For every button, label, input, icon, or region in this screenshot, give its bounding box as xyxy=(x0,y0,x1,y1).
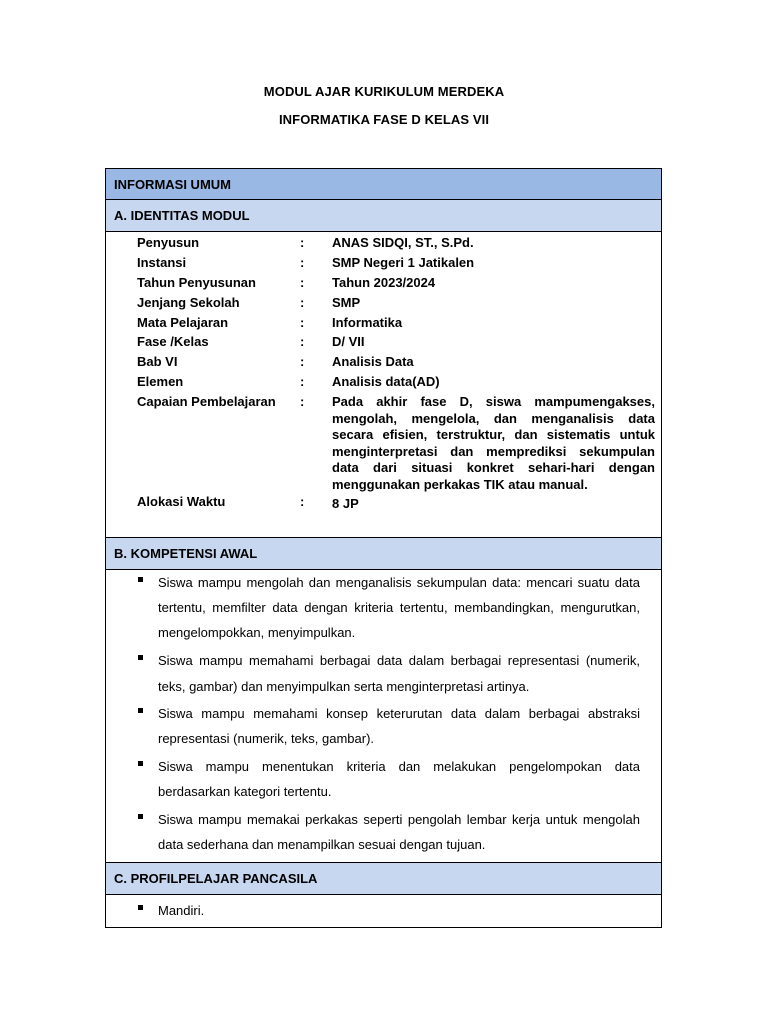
section-informasi-umum-label: INFORMASI UMUM xyxy=(114,176,231,192)
bullet-square-icon xyxy=(138,708,143,713)
identitas-label: Jenjang Sekolah xyxy=(137,295,240,310)
kompetensi-list xyxy=(106,570,661,863)
identitas-value: Tahun 2023/2024 xyxy=(332,275,436,290)
list-item xyxy=(158,754,640,804)
colon: : xyxy=(300,354,305,369)
bullet-square-icon xyxy=(138,905,143,910)
bullet-square-icon xyxy=(138,761,143,766)
section-identitas-modul-label: A. IDENTITAS MODUL xyxy=(114,208,250,223)
identitas-value: Informatika xyxy=(332,315,403,330)
document-subtitle: INFORMATIKA FASE D KELAS VII xyxy=(278,112,490,127)
colon: : xyxy=(300,494,305,509)
list-item-text: Siswa mampu memakai perkakas seperti pengolah lembar kerja untuk mengolah data sederhana dan menampilkan sesuai dengan tujuan. xyxy=(158,812,640,852)
identitas-value: Pada akhir fase D, siswa mampumengakses, mengolah, mengelola, dan menganalisis data secara efisien, terstruktur, dan sistematis untuk menginterpretasi dan memprediksi sekumpulan data dari situasi konkret sehari-hari dengan menggunakan perkakas TIK atau manual. xyxy=(332,394,655,492)
colon: : xyxy=(300,275,305,290)
colon: : xyxy=(300,394,305,409)
identitas-block xyxy=(106,232,661,538)
document-title: MODUL AJAR KURIKULUM MERDEKA xyxy=(263,84,505,99)
identitas-value: SMP xyxy=(332,295,361,310)
identitas-value: Analisis Data xyxy=(332,354,414,369)
identitas-label: Capaian Pembelajaran xyxy=(137,394,276,409)
list-item xyxy=(158,701,640,751)
identitas-label: Bab VI xyxy=(137,354,178,369)
identitas-label: Fase /Kelas xyxy=(137,334,209,349)
list-item-text: Mandiri. xyxy=(158,903,205,918)
identitas-label: Tahun Penyusunan xyxy=(137,275,256,290)
section-identitas-modul xyxy=(106,200,661,232)
list-item xyxy=(158,570,640,645)
bullet-square-icon xyxy=(138,655,143,660)
colon: : xyxy=(300,255,305,270)
colon: : xyxy=(300,295,305,310)
section-profil-pancasila-label: C. PROFILPELAJAR PANCASILA xyxy=(114,871,318,886)
list-item-text: Siswa mampu menentukan kriteria dan melakukan pengelompokan data berdasarkan kategori tertentu. xyxy=(158,759,640,799)
bullet-square-icon xyxy=(138,577,143,582)
list-item xyxy=(158,648,640,700)
module-table xyxy=(105,168,662,928)
list-item xyxy=(158,898,640,923)
section-kompetensi-awal-label: B. KOMPETENSI AWAL xyxy=(114,546,258,561)
identitas-value: Analisis data(AD) xyxy=(332,374,440,389)
list-item-text: Siswa mampu memahami berbagai data dalam berbagai representasi (numerik, teks, gambar) dan menyimpulkan serta menginterpretasi artinya. xyxy=(158,653,640,694)
identitas-value: ANAS SIDQI, ST., S.Pd. xyxy=(332,235,474,250)
identitas-label: Mata Pelajaran xyxy=(137,315,229,330)
list-item xyxy=(158,807,640,857)
identitas-value: SMP Negeri 1 Jatikalen xyxy=(332,255,475,270)
identitas-label: Instansi xyxy=(137,255,187,270)
identitas-label: Penyusun xyxy=(137,235,200,250)
identitas-label: Elemen xyxy=(137,374,184,389)
identitas-value: D/ VII xyxy=(332,334,365,349)
identitas-label: Alokasi Waktu xyxy=(137,494,226,509)
bullet-square-icon xyxy=(138,814,143,819)
profil-list xyxy=(106,895,661,927)
identitas-value: 8 JP xyxy=(332,496,359,511)
section-kompetensi-awal xyxy=(106,538,661,570)
section-informasi-umum xyxy=(106,169,661,200)
list-item-text: Siswa mampu memahami konsep keterurutan data dalam berbagai abstraksi representasi (numerik, teks, gambar). xyxy=(158,706,640,746)
colon: : xyxy=(300,235,305,250)
colon: : xyxy=(300,315,305,330)
section-profil-pancasila xyxy=(106,863,661,895)
colon: : xyxy=(300,334,305,349)
colon: : xyxy=(300,374,305,389)
list-item-text: Siswa mampu mengolah dan menganalisis sekumpulan data: mencari suatu data tertentu, memfilter data dengan kriteria tertentu, membandingkan, mengurutkan, mengelompokkan, menyimpulkan. xyxy=(158,575,640,640)
